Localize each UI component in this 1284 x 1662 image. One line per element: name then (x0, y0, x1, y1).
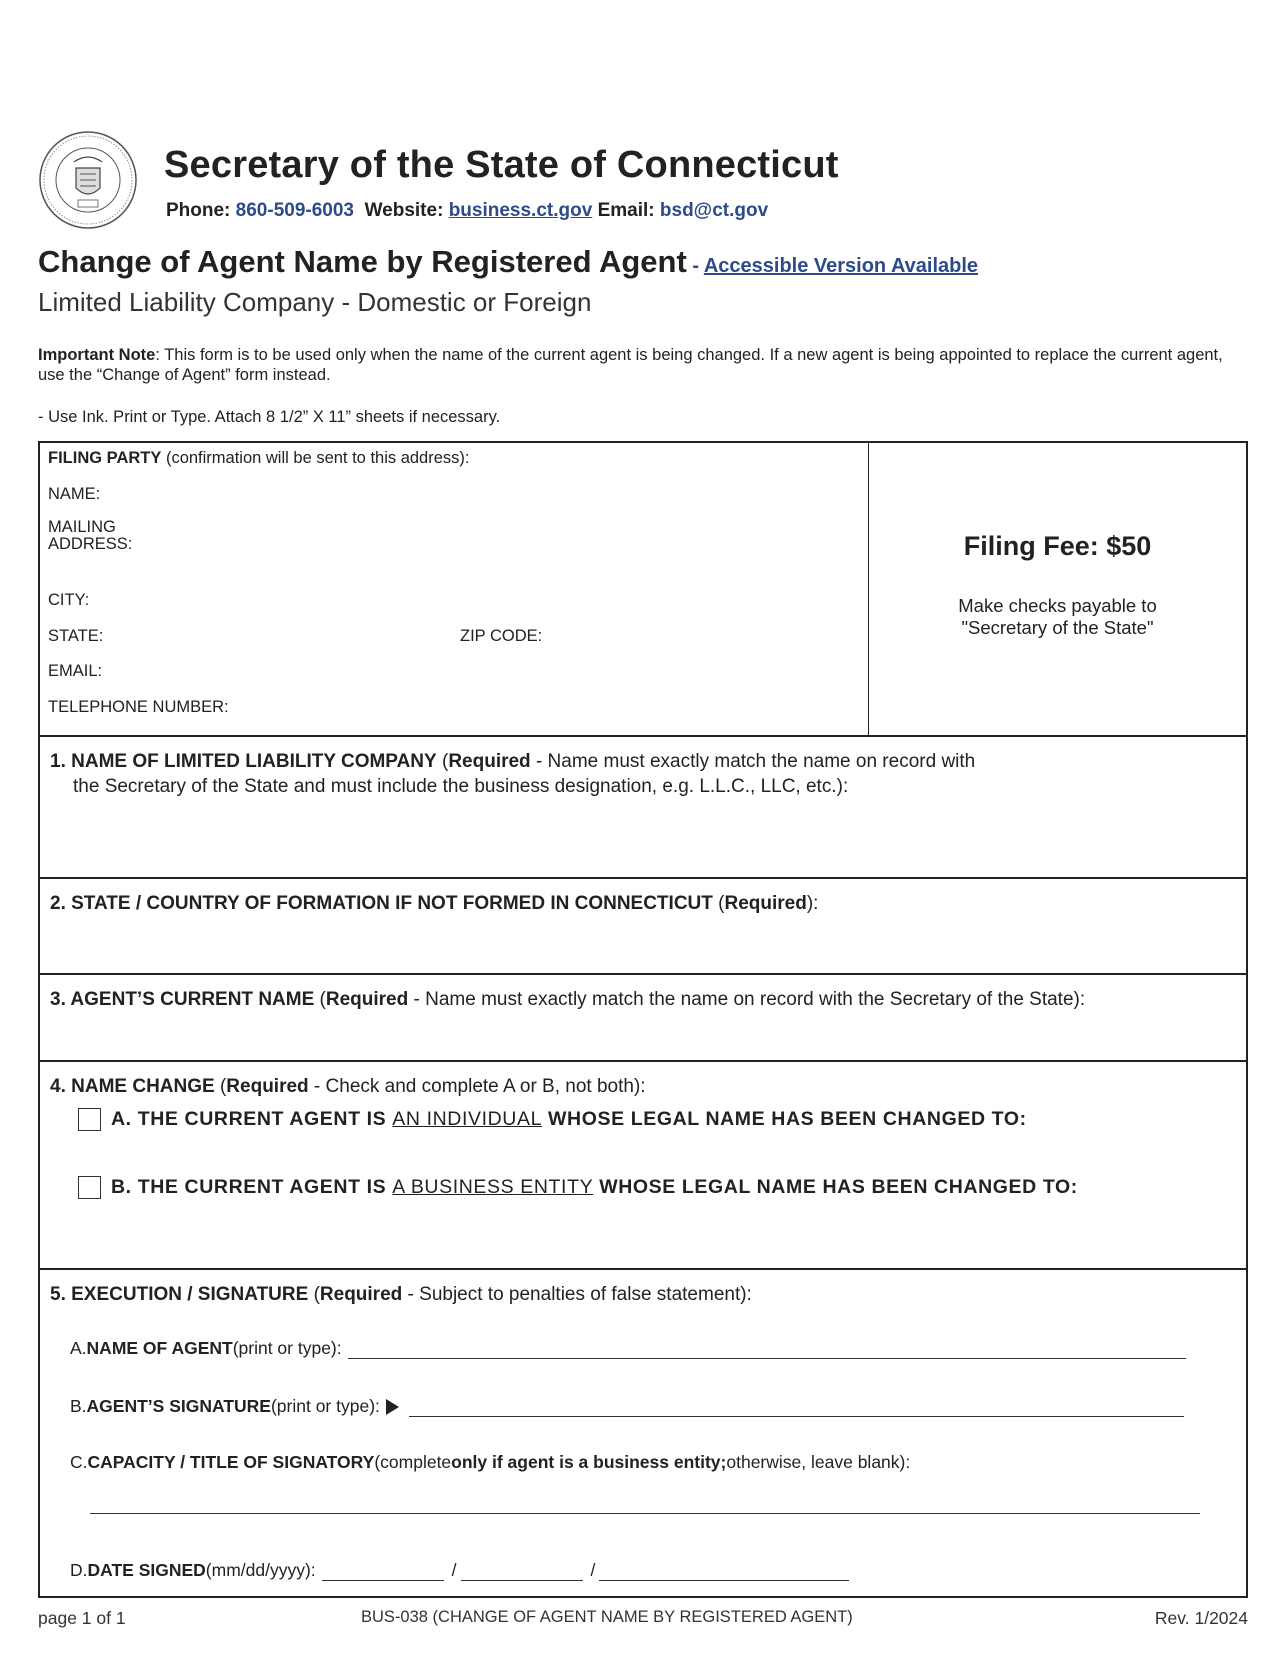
s4-open: ( (214, 1076, 227, 1097)
email-field-label[interactable]: EMAIL: (48, 662, 103, 680)
page-footer (38, 1608, 1248, 1632)
s5b-label: AGENT’S SIGNATURE (86, 1396, 271, 1416)
capacity-title-row (70, 1452, 910, 1473)
s5-open: ( (308, 1284, 320, 1305)
state-field-label[interactable]: STATE: (48, 627, 104, 645)
s2-label: 2. STATE / COUNTRY OF FORMATION IF NOT FORMED IN CONNECTICUT (50, 893, 713, 914)
name-field-label[interactable]: NAME: (48, 485, 101, 503)
option-a-row (78, 1108, 1027, 1131)
fee-note-line1: Make checks payable to (958, 595, 1157, 616)
option-b-row (78, 1176, 1078, 1199)
zip-code-field-label[interactable]: ZIP CODE: (460, 627, 543, 645)
s5b-post: (print or type): (270, 1396, 380, 1416)
s2-required: Required (724, 893, 807, 914)
form-code: BUS-038 (CHANGE OF AGENT NAME BY REGISTERED AGENT) (361, 1608, 853, 1626)
s5c-mid1: (complete (374, 1452, 452, 1472)
option-a-post: WHOSE LEGAL NAME HAS BEEN CHANGED TO: (548, 1108, 1027, 1130)
agent-name-row (70, 1338, 1186, 1359)
option-b-post: WHOSE LEGAL NAME HAS BEEN CHANGED TO: (599, 1176, 1078, 1198)
agent-name-line[interactable] (348, 1341, 1186, 1359)
telephone-field-label[interactable]: TELEPHONE NUMBER: (48, 698, 229, 716)
option-a-underlined: AN INDIVIDUAL (392, 1108, 543, 1130)
filing-party-title-rest: (confirmation will be sent to this address): (161, 449, 470, 467)
s5a-prefix: A. (70, 1338, 87, 1358)
section-3-heading (50, 987, 1085, 1012)
s1-continuation: the Secretary of the State and must include the business designation, e.g. L.L.C., LLC, etc.): (73, 776, 849, 797)
mailing-address-field-label[interactable] (48, 519, 132, 553)
s1-label: 1. NAME OF LIMITED LIABILITY COMPANY (50, 751, 437, 772)
agent-signature-row (70, 1396, 1184, 1417)
section-llc-name[interactable] (38, 737, 1248, 879)
website-label: Website: (364, 200, 444, 221)
option-b-underlined: A BUSINESS ENTITY (392, 1176, 594, 1198)
section-4-heading (50, 1074, 646, 1099)
date-signed-row (70, 1560, 849, 1581)
s3-required: Required (325, 989, 409, 1010)
form-title-row (38, 244, 978, 280)
s2-open: ( (712, 893, 725, 914)
email-label: Email: (597, 200, 655, 221)
mailing-label-line2: ADDRESS: (48, 535, 133, 553)
section-agent-current-name[interactable] (38, 975, 1248, 1062)
contact-line (166, 200, 768, 222)
accessible-version-link[interactable]: Accessible Version Available (703, 255, 979, 277)
s5d-post: (mm/dd/yyyy): (205, 1560, 316, 1580)
ink-instruction: - Use Ink. Print or Type. Attach 8 1/2” X 11” sheets if necessary. (38, 408, 501, 426)
s5-required: Required (319, 1284, 403, 1305)
s5c-prefix: C. (70, 1452, 88, 1472)
website-link[interactable]: business.ct.gov (448, 200, 593, 221)
option-b-pre: B. THE CURRENT AGENT IS (111, 1176, 387, 1198)
s4-text: - Check and complete A or B, not both): (308, 1076, 646, 1097)
section-1-heading (50, 749, 975, 799)
date-slash-2: / (590, 1560, 596, 1580)
filing-fee-box (868, 441, 1248, 737)
revision-date: Rev. 1/2024 (1154, 1608, 1248, 1628)
page-number: page 1 of 1 (38, 1608, 126, 1628)
email-address[interactable]: bsd@ct.gov (659, 200, 769, 221)
capacity-title-line[interactable] (90, 1513, 1200, 1514)
signature-arrow-icon (386, 1399, 399, 1415)
date-year-line[interactable] (599, 1563, 849, 1581)
s5-label: 5. EXECUTION / SIGNATURE (50, 1284, 309, 1305)
s4-required: Required (226, 1076, 309, 1097)
note-label: Important Note (38, 346, 156, 364)
s3-label: 3. AGENT’S CURRENT NAME (50, 989, 315, 1010)
s5b-prefix: B. (70, 1396, 87, 1416)
phone-number: 860-509-6003 (235, 200, 354, 221)
date-day-line[interactable] (461, 1563, 583, 1581)
form-title: Change of Agent Name by Registered Agent (38, 244, 687, 279)
s5-text: - Subject to penalties of false statement): (402, 1284, 752, 1305)
filing-party-title (48, 449, 470, 468)
option-a-pre: A. THE CURRENT AGENT IS (111, 1108, 387, 1130)
s5d-label: DATE SIGNED (87, 1560, 206, 1580)
mailing-label-line1: MAILING (48, 518, 116, 536)
date-month-line[interactable] (322, 1563, 444, 1581)
date-slash-1: / (451, 1560, 457, 1580)
s5c-condition: only if agent is a business entity; (451, 1452, 727, 1472)
access-dash: - (686, 255, 704, 277)
org-title: Secretary of the State of Connecticut (164, 144, 839, 186)
city-field-label[interactable]: CITY: (48, 591, 90, 609)
section-5-heading (50, 1282, 752, 1307)
option-a-checkbox[interactable] (78, 1108, 101, 1131)
s1-required: Required (448, 751, 531, 772)
note-text: : This form is to be used only when the name of the current agent is being changed. If a new agent is being appointed to replace the current agent, use the “Change of Agent” form instead. (38, 346, 1223, 384)
agent-signature-line[interactable] (409, 1399, 1184, 1417)
s5c-label: CAPACITY / TITLE OF SIGNATORY (87, 1452, 375, 1472)
form-subtitle: Limited Liability Company - Domestic or Foreign (38, 287, 592, 317)
s5a-post: (print or type): (232, 1338, 342, 1358)
s4-label: 4. NAME CHANGE (50, 1076, 215, 1097)
section-2-heading (50, 891, 818, 916)
filing-party-box (38, 441, 869, 737)
s5a-label: NAME OF AGENT (86, 1338, 233, 1358)
s1-open: ( (436, 751, 449, 772)
important-note (38, 345, 1248, 385)
option-b-checkbox[interactable] (78, 1176, 101, 1199)
page-header (38, 130, 1248, 240)
state-seal-logo (38, 130, 138, 230)
section-name-change (38, 1062, 1248, 1270)
section-execution-signature (38, 1270, 1248, 1598)
section-state-of-formation[interactable] (38, 879, 1248, 975)
s3-text: - Name must exactly match the name on record with the Secretary of the State): (408, 989, 1086, 1010)
s5d-prefix: D. (70, 1560, 88, 1580)
filing-fee-title: Filing Fee: $50 (963, 531, 1152, 561)
fee-note-line2: "Secretary of the State" (961, 617, 1154, 638)
s3-open: ( (314, 989, 326, 1010)
s1-text: - Name must exactly match the name on record with (530, 751, 976, 772)
s2-close: ): (806, 893, 819, 914)
filing-fee-note (869, 595, 1246, 639)
phone-label: Phone: (166, 200, 231, 221)
filing-party-title-bold: FILING PARTY (48, 449, 162, 467)
s5c-mid2: otherwise, leave blank): (726, 1452, 911, 1472)
